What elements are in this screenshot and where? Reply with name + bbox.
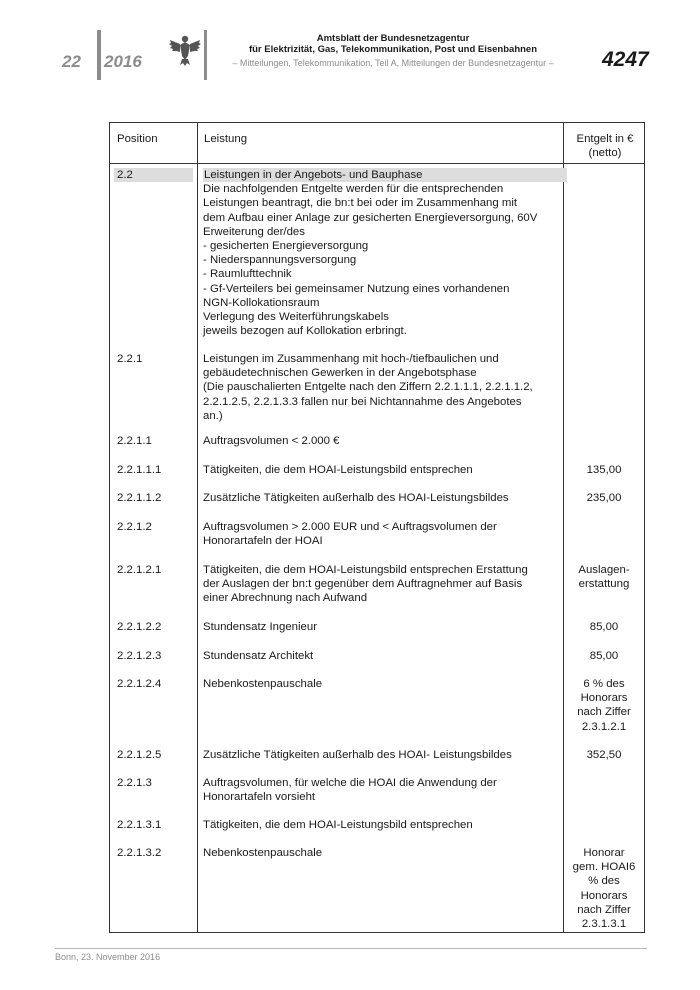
description-line: - Niederspannungsversorgung <box>203 254 357 267</box>
description-line: gebäudetechnischen Gewerken in der Angebotsphase <box>203 367 477 380</box>
description-line: Leistungen in der Angebots- und Bauphase <box>203 168 567 182</box>
description-line: - gesicherten Energieversorgung <box>203 240 369 253</box>
header-entgelt <box>564 132 646 160</box>
description-line: Nebenkostenpauschale <box>203 847 323 859</box>
row-position: 2.2.1.2 <box>117 521 152 533</box>
row-description <box>203 748 561 762</box>
description-line: der Auslagen der bn:t gegenüber dem Auftragnehmer auf Basis <box>203 578 523 591</box>
federal-eagle-icon <box>168 32 202 68</box>
description-line: jeweils bezogen auf Kollokation erbringt. <box>203 325 407 338</box>
price-line: Honorars <box>580 889 628 902</box>
gazette-title-line1: Amtsblatt der Bundesnetzagentur <box>316 33 470 44</box>
row-price <box>564 649 644 663</box>
price-line: Honorars <box>580 692 628 705</box>
header-leistung: Leistung <box>204 133 248 145</box>
row-position: 2.2.1.2.1 <box>117 564 162 576</box>
description-line: einer Abrechnung nach Aufwand <box>203 592 368 605</box>
price-line: 235,00 <box>586 492 622 504</box>
row-position: 2.2 <box>114 168 193 182</box>
row-position: 2.2.1.2.3 <box>117 650 162 662</box>
header-divider <box>97 30 101 80</box>
header-position: Position <box>117 133 158 145</box>
row-description <box>203 563 561 606</box>
gazette-title <box>208 33 578 55</box>
row-position: 2.2.1.3 <box>117 777 152 789</box>
header-divider-right <box>204 30 207 80</box>
price-line: % des <box>588 875 620 888</box>
header-entgelt-line1: Entgelt in € <box>576 133 634 145</box>
fee-table <box>109 122 645 933</box>
column-divider <box>563 123 564 932</box>
description-line: Stundensatz Ingenieur <box>203 621 317 633</box>
price-line: Honorar <box>583 847 625 859</box>
row-price <box>564 563 644 591</box>
price-line: 6 % des <box>583 678 625 690</box>
row-price <box>564 620 644 634</box>
description-line: - Gf-Verteilers bei gemeinsamer Nutzung eines vorhandenen <box>203 282 510 295</box>
row-description <box>203 168 561 338</box>
description-line: (Die pauschalierten Entgelte nach den Ziffern 2.2.1.1.1, 2.2.1.1.2, <box>203 381 533 394</box>
description-line: dem Aufbau einer Anlage zur gesicherten Energieversorgung, 60V <box>203 211 538 224</box>
row-description <box>203 649 561 663</box>
description-line: Honorartafeln der HOAI <box>203 535 323 548</box>
footer-divider <box>55 948 647 949</box>
row-position: 2.2.1.1.2 <box>117 492 162 504</box>
row-position: 2.2.1.2.5 <box>117 749 162 761</box>
description-line: Auftragsvolumen < 2.000 € <box>203 435 340 447</box>
row-price <box>564 677 644 734</box>
row-position: 2.2.1.2.4 <box>117 678 162 690</box>
price-line: 2.3.1.3.1 <box>581 918 627 931</box>
row-position: 2.2.1.2.2 <box>117 621 162 633</box>
price-line: 352,50 <box>586 749 622 761</box>
description-line: Zusätzliche Tätigkeiten außerhalb des HOAI-Leistungsbildes <box>203 492 509 504</box>
row-price <box>564 846 644 931</box>
description-line: Auftragsvolumen, für welche die HOAI die Anwendung der <box>203 777 497 789</box>
price-line: 85,00 <box>589 650 619 662</box>
price-line: nach Ziffer <box>577 706 631 719</box>
description-line: Leistungen im Zusammenhang mit hoch-/tiefbaulichen und <box>203 353 499 365</box>
description-line: Stundensatz Architekt <box>203 650 314 662</box>
header-row-divider <box>110 163 644 164</box>
description-line: - Raumlufttechnik <box>203 268 292 281</box>
description-line: Die nachfolgenden Entgelte werden für die entsprechenden <box>203 183 504 196</box>
row-description <box>203 620 561 634</box>
description-line: Honorartafeln vorsieht <box>203 791 316 804</box>
gazette-subtitle: – Mitteilungen, Telekommunikation, Teil A, Mitteilungen der Bundesnetzagentur – <box>232 58 554 68</box>
price-line: 2.3.1.2.1 <box>581 720 627 733</box>
row-price <box>564 748 644 762</box>
description-line: Tätigkeiten, die dem HOAI-Leistungsbild entsprechen <box>203 819 473 831</box>
issue-number: 22 <box>62 52 81 71</box>
row-description <box>203 677 561 691</box>
column-divider <box>197 123 198 932</box>
description-line: Leistungen beantragt, die bn:t bei oder im Zusammenhang mit <box>203 197 518 210</box>
footer-place-date: Bonn, 23. November 2016 <box>55 952 161 962</box>
row-description <box>203 846 561 860</box>
row-position: 2.2.1.1 <box>117 435 152 447</box>
price-line: gem. HOAI6 <box>572 861 636 874</box>
description-line: Auftragsvolumen > 2.000 EUR und < Auftragsvolumen der <box>203 521 497 533</box>
header-entgelt-line2: (netto) <box>588 147 622 160</box>
row-description <box>203 491 561 505</box>
page-number: 4247 <box>602 48 649 71</box>
description-line: Zusätzliche Tätigkeiten außerhalb des HOAI- Leistungsbildes <box>203 749 512 761</box>
description-line: 2.2.1.2.5, 2.2.1.3.3 fallen nur bei Nichtannahme des Angebotes <box>203 395 522 408</box>
description-line: NGN-Kollokationsraum <box>203 296 320 309</box>
row-position: 2.2.1.3.2 <box>117 847 162 859</box>
description-line: Nebenkostenpauschale <box>203 678 323 690</box>
description-line: Tätigkeiten, die dem HOAI-Leistungsbild entsprechen Erstattung <box>203 564 528 576</box>
row-position: 2.2.1.1.1 <box>117 464 162 476</box>
description-line: Erweiterung der/des <box>203 225 305 238</box>
row-description <box>203 818 561 832</box>
row-price <box>564 491 644 505</box>
row-description <box>203 520 561 548</box>
row-description <box>203 352 561 423</box>
row-position: 2.2.1 <box>117 353 143 365</box>
description-line: Verlegung des Weiterführungskabels <box>203 311 389 324</box>
price-line: 85,00 <box>589 621 619 633</box>
price-line: nach Ziffer <box>577 903 631 916</box>
price-line: erstattung <box>578 578 630 591</box>
price-line: 135,00 <box>586 464 622 476</box>
description-line: an.) <box>203 409 223 422</box>
row-price <box>564 463 644 477</box>
row-description <box>203 463 561 477</box>
row-description <box>203 434 561 448</box>
price-line: Auslagen- <box>578 564 630 576</box>
row-description <box>203 776 561 804</box>
gazette-title-line2: für Elektrizität, Gas, Telekommunikation, Post und Eisenbahnen <box>248 44 538 55</box>
description-line: Tätigkeiten, die dem HOAI-Leistungsbild entsprechen <box>203 464 473 476</box>
row-position: 2.2.1.3.1 <box>117 819 162 831</box>
issue-year: 2016 <box>104 52 142 71</box>
